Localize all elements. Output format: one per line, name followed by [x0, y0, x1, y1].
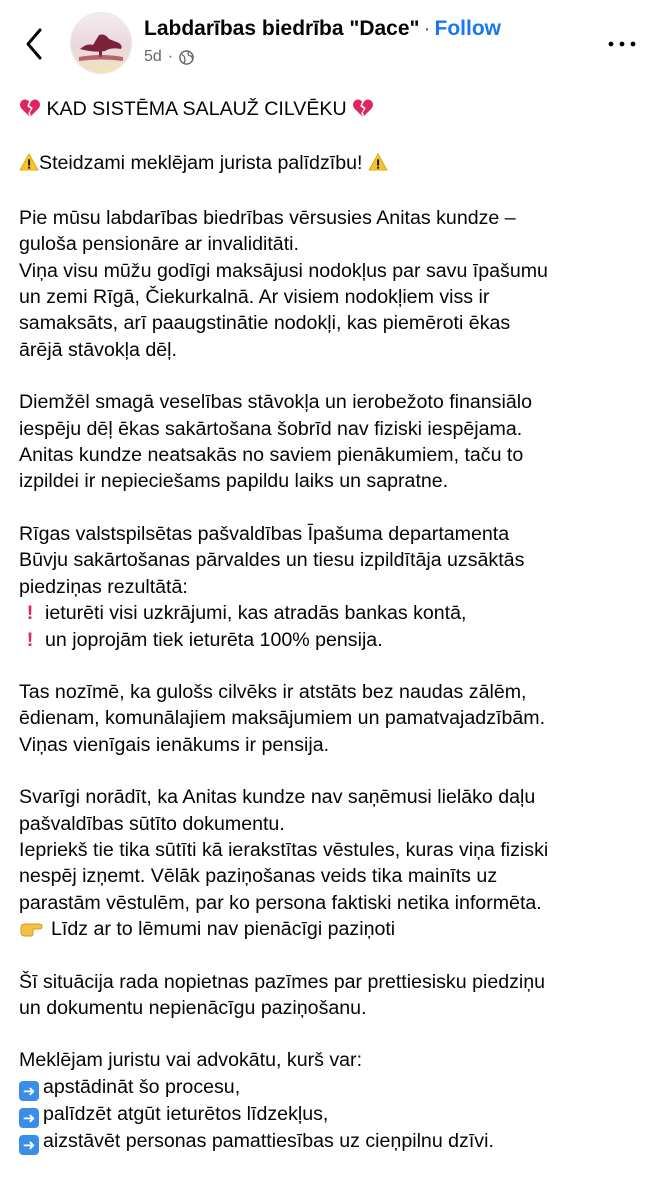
text-line: guloša pensionāre ar invaliditāti. — [19, 233, 299, 256]
post-body — [0, 92, 657, 1155]
text-line: ārējā stāvokļa dēļ. — [19, 338, 177, 361]
text-line: samaksāts, arī paaugstinātie nodokļi, kas piemēroti ēkas — [19, 312, 511, 335]
right-arrow-icon: ➜ — [19, 1081, 39, 1101]
meta-separator: · — [167, 48, 174, 65]
list-item: apstādināt šo procesu, — [43, 1075, 241, 1098]
back-button[interactable] — [18, 24, 52, 64]
warning-icon — [368, 153, 388, 171]
text-line: piedziņas rezultātā: — [19, 575, 188, 598]
broken-heart-icon — [352, 98, 374, 118]
intro-paragraph — [19, 205, 637, 363]
text-line: Iepriekš tie tika sūtīti kā ierakstītas vēstules, kuras viņa fiziski — [19, 838, 549, 861]
exclamation-icon: ! — [26, 602, 34, 625]
post-meta — [144, 48, 194, 66]
post-title: KAD SISTĒMA SALAUŽ CILVĒKU — [46, 98, 347, 120]
text-line: pašvaldības sūtīto dokumentu. — [19, 812, 285, 835]
right-arrow-icon: ➜ — [19, 1135, 39, 1155]
globe-icon — [179, 50, 194, 65]
pointing-hand-icon — [19, 919, 45, 937]
post-time[interactable]: 5d — [144, 48, 162, 65]
text-line: un dokumentu nepienācīgu paziņošanu. — [19, 996, 367, 1019]
bullet-text: un joprojām tiek ieturēta 100% pensija. — [45, 628, 383, 651]
text-line: Diemžēl smagā veselības stāvokļa un ierobežoto finansiālo — [19, 391, 532, 414]
urgent-text: Steidzami meklējam jurista palīdzību! — [39, 152, 363, 175]
text-line: Viņas vienīgais ienākums ir pensija. — [19, 733, 330, 756]
text-line: izpildei ir nepieciešams papildu laiks un sapratne. — [19, 470, 449, 493]
follow-button[interactable]: Follow — [434, 17, 502, 40]
post-title-line — [19, 96, 637, 122]
notice-point-text: Līdz ar to lēmumi nav pienācīgi paziņoti — [51, 918, 396, 941]
text-line: un zemi Rīgā, Čiekurkalnā. Ar visiem nodokļiem viss ir — [19, 286, 490, 309]
avatar[interactable] — [70, 12, 132, 74]
health-paragraph — [19, 389, 637, 495]
exclamation-icon: ! — [26, 628, 34, 651]
seeking-paragraph — [19, 1047, 637, 1154]
organization-logo — [71, 13, 131, 73]
more-dots-icon — [607, 36, 637, 52]
text-line: parastām vēstulēm, par ko persona faktiski netika informēta. — [19, 891, 542, 914]
page-name-row — [144, 17, 501, 41]
text-line: Būvju sakārtošanas pārvaldes un tiesu izpildītāja uzsāktās — [19, 549, 525, 572]
list-item: palīdzēt atgūt ieturētos līdzekļus, — [43, 1102, 329, 1125]
situation-paragraph — [19, 969, 637, 1022]
chevron-left-icon — [18, 24, 52, 64]
post-header — [0, 0, 657, 92]
text-line: Anitas kundze neatsakās no saviem pienākumiem, taču to — [19, 444, 524, 467]
riga-paragraph — [19, 521, 637, 653]
text-line: ēdienam, komunālajiem maksājumiem un pamatvajadzībām. — [19, 707, 546, 730]
text-line: Pie mūsu labdarības biedrības vērsusies Anitas kundze – — [19, 206, 516, 229]
meaning-paragraph — [19, 679, 637, 758]
text-line: Svarīgi norādīt, ka Anitas kundze nav saņēmusi lielāko daļu — [19, 786, 536, 809]
text-line: Viņa visu mūžu godīgi maksājusi nodokļus par savu īpašumu — [19, 259, 548, 282]
text-line: Rīgas valstspilsētas pašvaldības Īpašuma departamenta — [19, 522, 510, 545]
text-line: nespēj izņemt. Vēlāk paziņošanas veids tika mainīts uz — [19, 865, 498, 888]
notice-paragraph — [19, 784, 637, 942]
right-arrow-icon: ➜ — [19, 1108, 39, 1128]
seeking-text: Meklējam juristu vai advokātu, kurš var: — [19, 1049, 363, 1072]
text-line: Tas nozīmē, ka gulošs cilvēks ir atstāts bez naudas zālēm, — [19, 680, 527, 703]
warning-icon — [19, 153, 39, 171]
list-item: aizstāvēt personas pamattiesības uz cieņpilnu dzīvi. — [43, 1129, 494, 1152]
bullet-text: ieturēti visi uzkrājumi, kas atradās bankas kontā, — [45, 602, 467, 625]
urgent-line — [19, 150, 637, 176]
text-line: iespēju dēļ ēkas sakārtošana šobrīd nav fiziski iespējama. — [19, 417, 523, 440]
text-line: Šī situācija rada nopietnas pazīmes par prettiesisku piedziņu — [19, 970, 546, 993]
page-name[interactable]: Labdarības biedrība "Dace" — [144, 17, 420, 40]
broken-heart-icon — [19, 98, 41, 118]
more-options-button[interactable] — [607, 36, 637, 52]
header-separator: · — [423, 17, 431, 40]
